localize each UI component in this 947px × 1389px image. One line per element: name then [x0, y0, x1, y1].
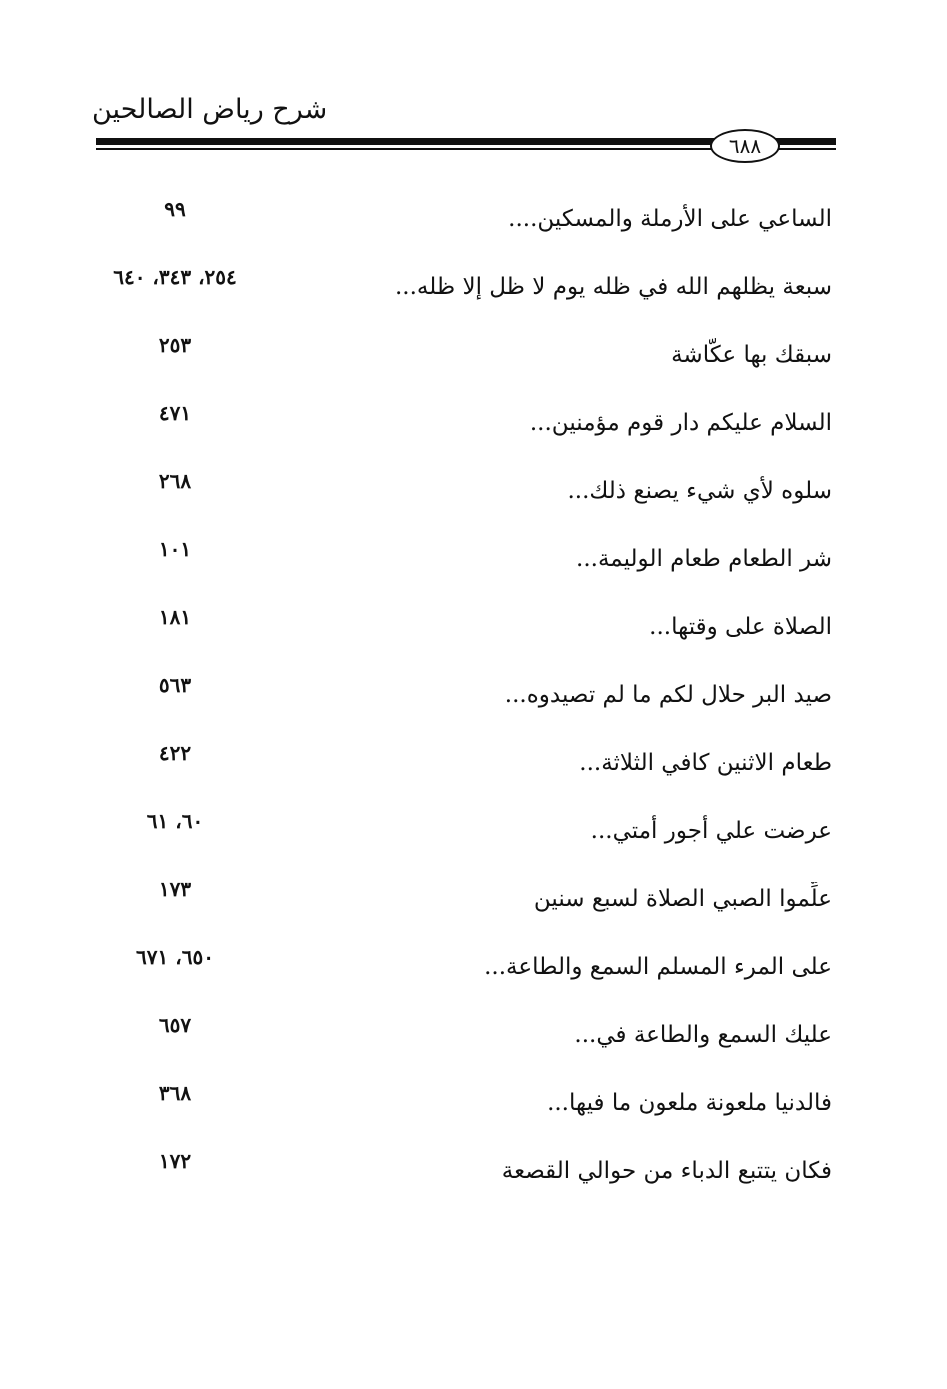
entry-pages: ٢٥٤، ٣٤٣، ٦٤٠ [113, 265, 237, 289]
entry-text: عرضت علي أجور أمتي... [590, 818, 832, 844]
entry-text: السلام عليكم دار قوم مؤمنين... [529, 410, 832, 436]
page-number-badge: ٦٨٨ [710, 129, 780, 163]
entry-pages: ٢٥٣ [158, 333, 192, 357]
index-entry [90, 662, 840, 730]
index-entry [90, 1138, 840, 1206]
entry-text: سلوه لأي شيء يصنع ذلك... [567, 478, 832, 504]
entry-text: الساعي على الأرملة والمسكين.... [508, 206, 832, 232]
entry-text: عليك السمع والطاعة في... [574, 1022, 832, 1048]
index-entry [90, 186, 840, 254]
entry-text: سبعة يظلهم الله في ظله يوم لا ظل إلا ظله... [394, 274, 832, 300]
entry-text: شر الطعام طعام الوليمة... [576, 546, 832, 572]
entry-pages: ٣٦٨ [158, 1081, 192, 1105]
index-entry [90, 458, 840, 526]
entry-pages: ٢٦٨ [158, 469, 192, 493]
entry-text: سبقك بها عكَّاشة [671, 342, 832, 368]
index-entry [90, 730, 840, 798]
entry-text: الصلاة على وقتها... [649, 614, 832, 640]
entry-pages: ١٨١ [158, 605, 192, 629]
entry-text: على المرء المسلم السمع والطاعة... [484, 954, 832, 980]
index-entry [90, 1002, 840, 1070]
entry-pages: ٦٥٠، ٦٧١ [136, 945, 214, 969]
entry-text: فالدنيا ملعونة ملعون ما فيها... [547, 1090, 832, 1116]
entry-text: علِّموا الصبي الصلاة لسبع سنين [533, 886, 832, 912]
index-entry [90, 322, 840, 390]
running-header-title: شرح رياض الصالحين [92, 94, 328, 125]
entry-text: صيد البر حلال لكم ما لم تصيدوه... [504, 682, 832, 708]
entry-text: طعام الاثنين كافي الثلاثة... [579, 750, 832, 776]
index-entry [90, 254, 840, 322]
entry-pages: ١٧٢ [158, 1149, 192, 1173]
entry-text: فكان يتتبع الدباء من حوالي القصعة [501, 1158, 832, 1184]
entry-pages: ٥٦٣ [158, 673, 192, 697]
index-entry [90, 390, 840, 458]
entry-pages: ١٧٣ [158, 877, 192, 901]
entry-pages: ٦٥٧ [158, 1013, 192, 1037]
index-entry [90, 526, 840, 594]
index-entry [90, 934, 840, 1002]
entry-pages: ١٠١ [158, 537, 192, 561]
index-entry [90, 1070, 840, 1138]
entry-pages: ٩٩ [164, 197, 186, 221]
entry-pages: ٤٧١ [158, 401, 192, 425]
entry-pages: ٤٢٢ [158, 741, 192, 765]
index-entry [90, 594, 840, 662]
entry-pages: ٦٠، ٦١ [146, 809, 204, 833]
index-entries-list [90, 186, 840, 1206]
index-entry [90, 798, 840, 866]
index-entry [90, 866, 840, 934]
